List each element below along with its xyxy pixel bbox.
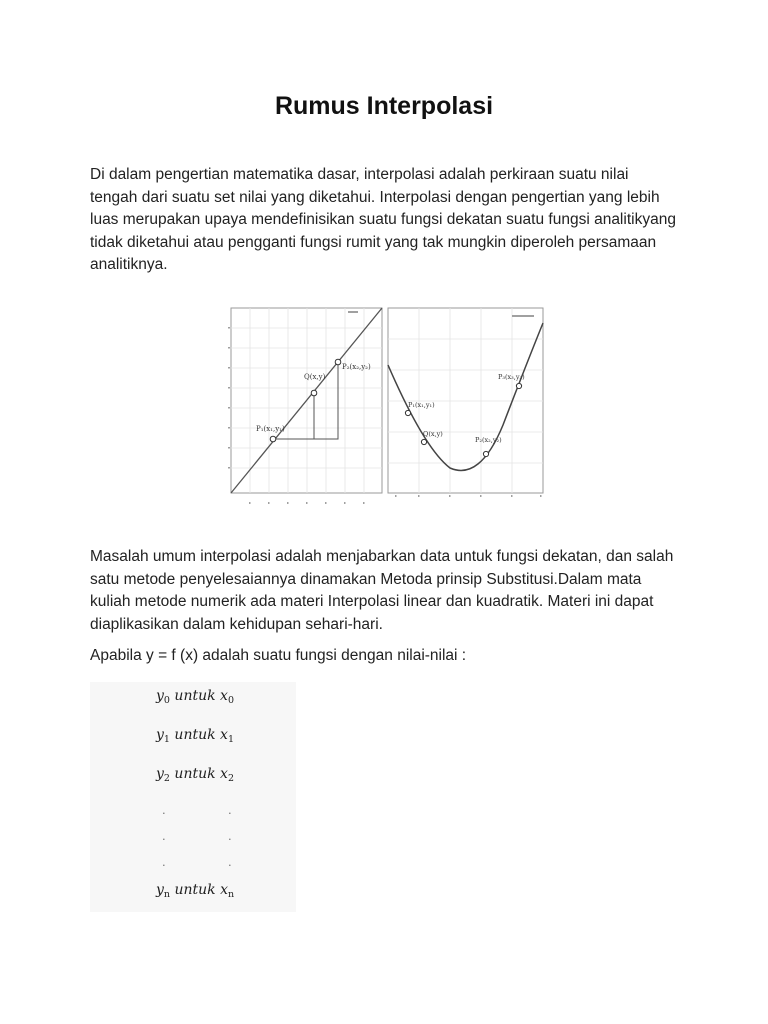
intro-paragraph: Di dalam pengertian matematika dasar, interpolasi adalah perkiraan suatu nilai tengah dari suatu set nilai yang diketahui. Interpolasi dengan pengertian yang lebih luas merupakan upaya mendefinisikan suatu fungsi dekatan suatu fungsi analitikyang tidak diketahui atau pengganti fungsi rumit yang tak mungkin diperoleh persamaan analitiknya.	[90, 166, 676, 273]
left-point-2-label: P₂(x₂,y₂)	[342, 363, 371, 371]
left-point-1-label: P₁(x₁,y₁)	[256, 425, 285, 433]
formula-row-1: $y_1$ untuk $x_1$	[156, 727, 234, 745]
formula-row-0: $y_0$ untuk $x_0$	[156, 688, 234, 706]
function-intro-paragraph: Apabila y = f (x) adalah suatu fungsi dengan nilai-nilai :	[90, 647, 467, 664]
formula-row-n: $y_n$ untuk $x_n$	[156, 882, 235, 900]
body-paragraph: Masalah umum interpolasi adalah menjabarkan data untuk fungsi dekatan, dan salah satu metode penyelesaiannya dinamakan Metoda prinsip Substitusi.Dalam mata kuliah metode numerik ada materi Interpolasi linear dan kuadratik. Materi ini dapat diaplikasikan dalam kehidupan sehari-hari.	[90, 548, 674, 633]
formula-list: $y_0$ untuk $x_0$ $y_1$ untuk $x_1$ $y_2$ untuk $x_2$ . . . . . . $y_n$ untuk $x_n$	[90, 682, 296, 912]
right-mid-label: Q(x,y)	[423, 430, 443, 438]
quadratic-interpolation-panel	[388, 308, 543, 497]
right-point-3-label: P₃(x₃,y₃)	[498, 373, 525, 381]
interpolation-figure	[228, 303, 546, 511]
left-mid-label: Q(x,y)	[304, 373, 326, 381]
formula-row-2: $y_2$ untuk $x_2$	[156, 766, 234, 784]
right-point-1-label: P₁(x₁,y₁)	[408, 401, 435, 409]
page-title: Rumus Interpolasi	[274, 92, 494, 120]
interpolation-graphs	[228, 303, 546, 511]
linear-interpolation-panel	[228, 308, 382, 504]
right-point-2-label: P₂(x₂,y₂)	[475, 436, 502, 444]
